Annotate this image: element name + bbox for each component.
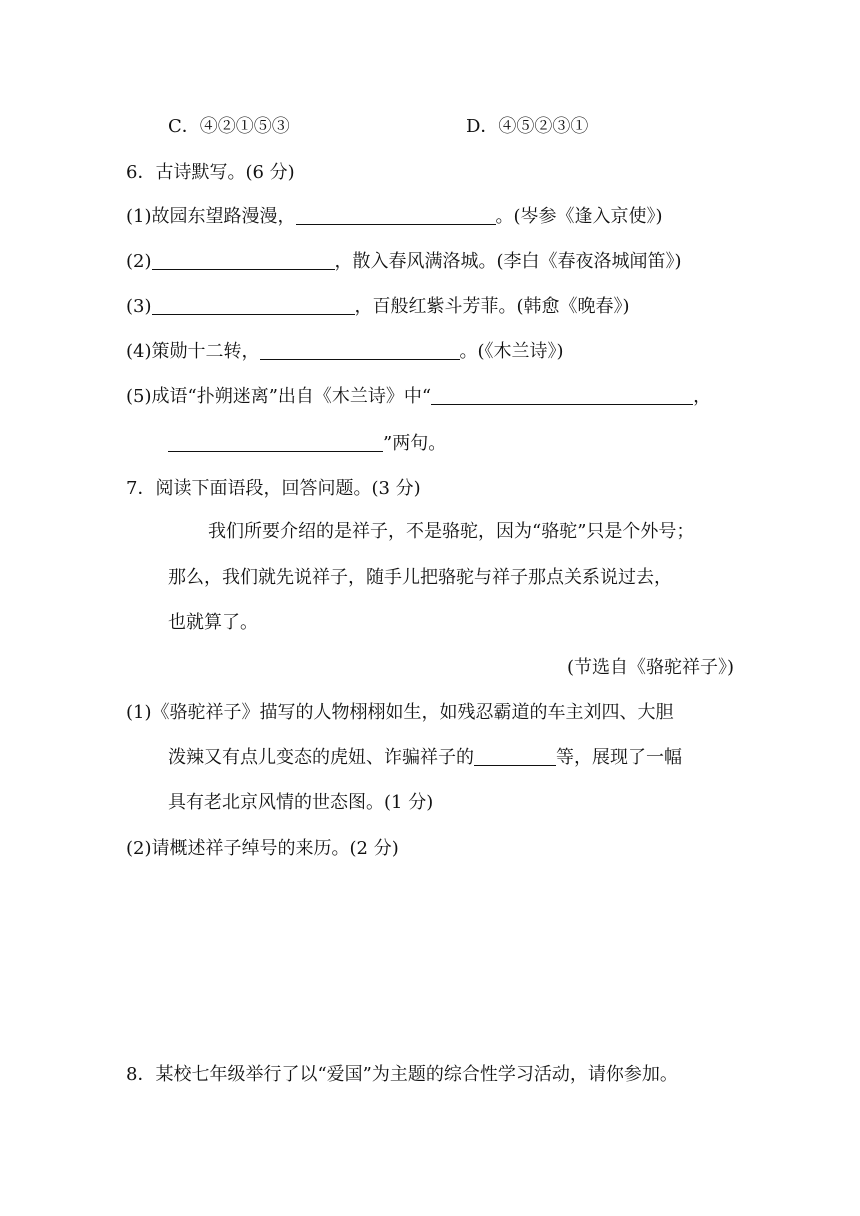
q6-item-2 (126, 250, 682, 274)
q6-item-5-prefix: (5)成语“扑朔迷离”出自《木兰诗》中“ (126, 386, 432, 407)
q6-item-1-suffix: 。(岑参《逢入京使》) (495, 206, 663, 227)
q6-item-5-blank-1[interactable] (431, 386, 693, 405)
answer-area[interactable] (126, 870, 736, 1050)
question-8-title: 8．某校七年级举行了以“爱国”为主题的综合性学习活动，请你参加。 (126, 1064, 678, 1085)
q7-sub-1-blank[interactable] (474, 747, 556, 766)
q6-item-3-prefix: (3) (126, 296, 152, 317)
q6-item-4-suffix: 。(《木兰诗》) (459, 341, 564, 362)
q6-item-3 (126, 295, 630, 319)
option-c: C．④②①⑤③ (168, 116, 290, 137)
question-6-title: 6．古诗默写。(6 分) (126, 162, 295, 183)
passage-line-2: 那么，我们就先说祥子，随手儿把骆驼与祥子那点关系说过去， (168, 567, 672, 588)
q6-item-5-blank-2[interactable] (168, 433, 383, 452)
option-d: D．④⑤②③① (466, 116, 589, 137)
q6-item-4-blank[interactable] (260, 341, 460, 360)
passage-source: (节选自《骆驼祥子》) (566, 657, 734, 678)
q7-sub-1-line-1: (1)《骆驼祥子》描写的人物栩栩如生，如残忍霸道的车主刘四、大胆 (126, 702, 674, 723)
q7-sub-1-line-2 (168, 746, 682, 770)
q7-sub-1-line-3: 具有老北京风情的世态图。(1 分) (168, 792, 434, 813)
passage-line-3: 也就算了。 (168, 612, 258, 633)
q6-item-4-prefix: (4)策勋十二转， (126, 341, 260, 362)
q6-item-3-suffix: ，百般红紫斗芳菲。(韩愈《晚春》) (354, 296, 630, 317)
q6-item-5-ending: ”两句。 (383, 433, 447, 454)
q7-sub-1-suffix: 等，展现了一幅 (556, 747, 682, 768)
passage-line-1: 我们所要介绍的是祥子，不是骆驼，因为“骆驼”只是个外号； (208, 521, 695, 542)
question-7-title: 7．阅读下面语段，回答问题。(3 分) (126, 478, 421, 499)
q7-sub-2: (2)请概述祥子绰号的来历。(2 分) (126, 838, 399, 859)
q6-item-2-suffix: ，散入春风满洛城。(李白《春夜洛城闻笛》) (334, 251, 682, 272)
q6-item-3-blank[interactable] (152, 296, 355, 315)
q6-item-5 (126, 385, 711, 409)
q6-item-5-continued (168, 432, 446, 456)
q6-item-1 (126, 205, 663, 229)
q6-item-2-blank[interactable] (152, 251, 335, 270)
q7-sub-1-prefix: 泼辣又有点儿变态的虎妞、诈骗祥子的 (168, 747, 474, 768)
q6-item-1-prefix: (1)故园东望路漫漫， (126, 206, 296, 227)
q6-item-4 (126, 340, 564, 364)
q6-item-2-prefix: (2) (126, 251, 152, 272)
q6-item-1-blank[interactable] (296, 206, 496, 225)
q6-item-5-comma: ， (693, 386, 712, 407)
